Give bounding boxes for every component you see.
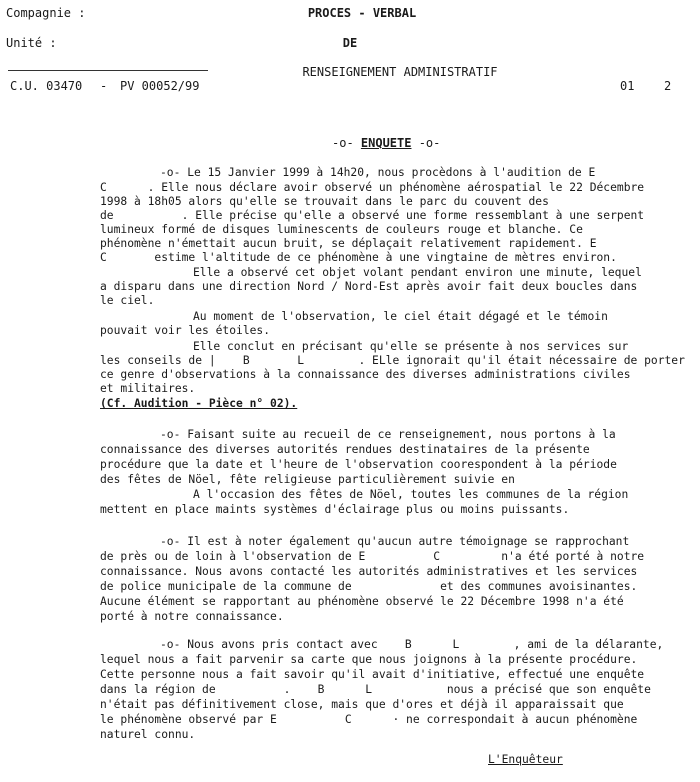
p2-line: -o- Faisant suite au recueil de ce renseignement, nous portons à la bbox=[160, 428, 616, 441]
p1-line: Elle a observé cet objet volant pendant environ une minute, lequel bbox=[193, 266, 642, 279]
p4-line: n'était pas définitivement close, mais que d'ores et déjà il apparaissait que bbox=[100, 698, 624, 711]
section-prefix: -o- bbox=[332, 136, 361, 150]
p1-line: et militaires. bbox=[100, 382, 196, 395]
ref-dash: - bbox=[100, 79, 108, 93]
p3-line: connaissance. Nous avons contacté les autorités administratives et les services bbox=[100, 565, 638, 578]
title-renseignement: RENSEIGNEMENT ADMINISTRATIF bbox=[302, 65, 498, 79]
p1-line: C . Elle nous déclare avoir observé un phénomène aérospatial le 22 Décembre bbox=[100, 181, 645, 194]
p1-line: -o- Le 15 Janvier 1999 à 14h20, nous procèdons à l'audition de E bbox=[160, 166, 596, 179]
audition-reference: (Cf. Audition - Pièce n° 02). bbox=[100, 397, 298, 410]
p1-line: lumineux formé de disques luminescents de couleurs rouge et blanche. Ce bbox=[100, 223, 583, 236]
p4-line: le phénomène observé par E C · ne correspondait à aucun phénomène bbox=[100, 713, 638, 726]
p4-line: Cette personne nous a fait savoir qu'il avait d'initiative, effectué une enquête bbox=[100, 668, 645, 681]
p3-line: de près ou de loin à l'observation de E C n'a été porté à notre bbox=[100, 550, 645, 563]
cu-reference: C.U. 03470 bbox=[10, 79, 83, 93]
p2-line: procédure que la date et l'heure de l'observation coorespondent à la période bbox=[100, 458, 617, 471]
p1-line: a disparu dans une direction Nord / Nord-Est après avoir fait deux boucles dans bbox=[100, 280, 638, 293]
p3-line: Aucune élément se rapportant au phénomène observé le 22 Décembre 1998 n'a été bbox=[100, 595, 624, 608]
section-title bbox=[332, 136, 440, 150]
p3-line: de police municipale de la commune de et des communes avoisinantes. bbox=[100, 580, 638, 593]
title-de: DE bbox=[342, 36, 358, 50]
p1-line: C estime l'altitude de ce phénomène à une vingtaine de mètres environ. bbox=[100, 251, 617, 264]
section-suffix: -o- bbox=[411, 136, 441, 150]
p4-line: naturel connu. bbox=[100, 728, 196, 741]
p1-line: les conseils de | B L . ELle ignorait qu'il était nécessaire de porter bbox=[100, 354, 685, 367]
p2-line: A l'occasion des fêtes de Nöel, toutes les communes de la région bbox=[193, 488, 629, 501]
p1-line: pouvait voir les étoiles. bbox=[100, 324, 271, 337]
p2-line: connaissance des diverses autorités rendues destinataires de la présente bbox=[100, 443, 590, 456]
unite-label: Unité : bbox=[6, 36, 57, 50]
p1-line: le ciel. bbox=[100, 294, 155, 307]
page-number-a: 01 bbox=[620, 79, 635, 93]
compagnie-label: Compagnie : bbox=[6, 6, 86, 20]
p2-line: mettent en place maints systèmes d'éclairage plus ou moins puissants. bbox=[100, 503, 570, 516]
signature-enqueteur: L'Enquêteur bbox=[488, 753, 563, 766]
title-proces-verbal: PROCES - VERBAL bbox=[307, 6, 417, 20]
p3-line: -o- Il est à noter également qu'aucun autre témoignage se rapprochant bbox=[160, 535, 630, 548]
p1-line: Au moment de l'observation, le ciel était dégagé et le témoin bbox=[193, 310, 608, 323]
page-number-b: 2 bbox=[664, 79, 672, 93]
header-rule bbox=[8, 70, 208, 71]
pv-reference: PV 00052/99 bbox=[120, 79, 200, 93]
p1-line: ce genre d'observations à la connaissance des diverses administrations civiles bbox=[100, 368, 631, 381]
p1-line: 1998 à 18h05 alors qu'elle se trouvait dans le parc du couvent des bbox=[100, 195, 549, 208]
p4-line: lequel nous a fait parvenir sa carte que nous joignons à la présente procédure. bbox=[100, 653, 638, 666]
p1-line: de . Elle précise qu'elle a observé une forme ressemblant à une serpent bbox=[100, 209, 645, 222]
p4-line: -o- Nous avons pris contact avec B L , ami de la délarante, bbox=[160, 638, 664, 651]
section-title-text: ENQUETE bbox=[360, 136, 412, 150]
p2-line: des fêtes de Nöel, fête religieuse particulièrement suivie en bbox=[100, 473, 515, 486]
p1-line: Elle conclut en précisant qu'elle se présente à nos services sur bbox=[193, 340, 629, 353]
p4-line: dans la région de . B L nous a précisé que son enquête bbox=[100, 683, 651, 696]
p1-line: phénomène n'émettait aucun bruit, se déplaçait relativement rapidement. E bbox=[100, 237, 597, 250]
p3-line: porté à notre connaissance. bbox=[100, 610, 284, 623]
